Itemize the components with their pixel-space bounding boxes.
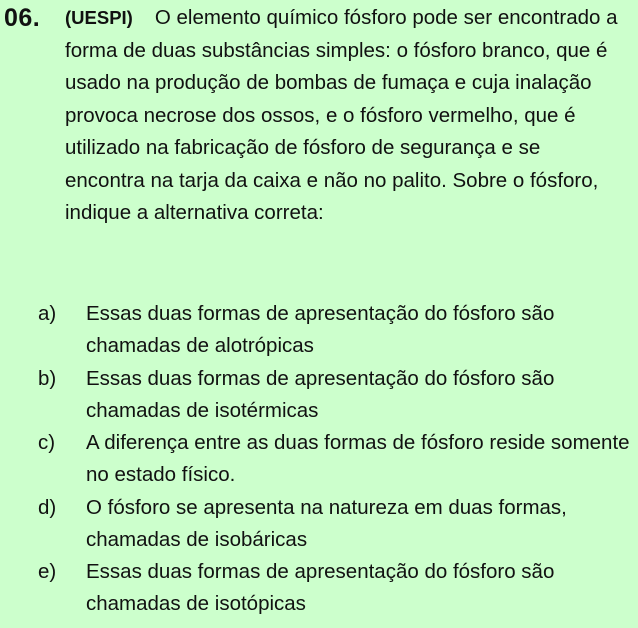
option-letter: e) [38,560,57,583]
option-letter: b) [38,366,57,390]
option-text: A diferença entre as duas formas de fósforo reside somente no estado físico. [86,431,630,486]
option-text: Essas duas formas de apresentação do fósforo são chamadas de alotrópicas [86,302,555,357]
option-text: Essas duas formas de apresentação do fósforo são chamadas de isotópicas [86,560,555,615]
option-d[interactable] [0,492,638,557]
answer-options [0,298,638,621]
option-a[interactable] [0,298,638,363]
option-letter: c) [38,431,56,454]
question-stem-text: O elemento químico fósforo pode ser encontrado a forma de duas substâncias simples: o fósforo branco, que é usado na produção de bombas de fumaça e cuja inalação provoca necrose dos ossos, e o fósforo vermelho, que é utilizado na fabricação de fósforo de segurança e se encontra na tarja da caixa e não no palito. Sobre o fósforo, indique a alternativa correta: [65,6,618,224]
option-letter: a) [38,302,57,325]
option-text: O fósforo se apresenta na natureza em duas formas, chamadas de isobáricas [86,495,567,551]
question-number: 06. [4,4,41,32]
option-c[interactable] [0,427,638,492]
question-source: (UESPI) [65,7,133,28]
option-b[interactable] [0,363,638,428]
option-e[interactable] [0,556,638,621]
question-stem [65,2,625,230]
option-letter: d) [38,495,57,519]
option-text: Essas duas formas de apresentação do fósforo são chamadas de isotérmicas [86,366,555,422]
